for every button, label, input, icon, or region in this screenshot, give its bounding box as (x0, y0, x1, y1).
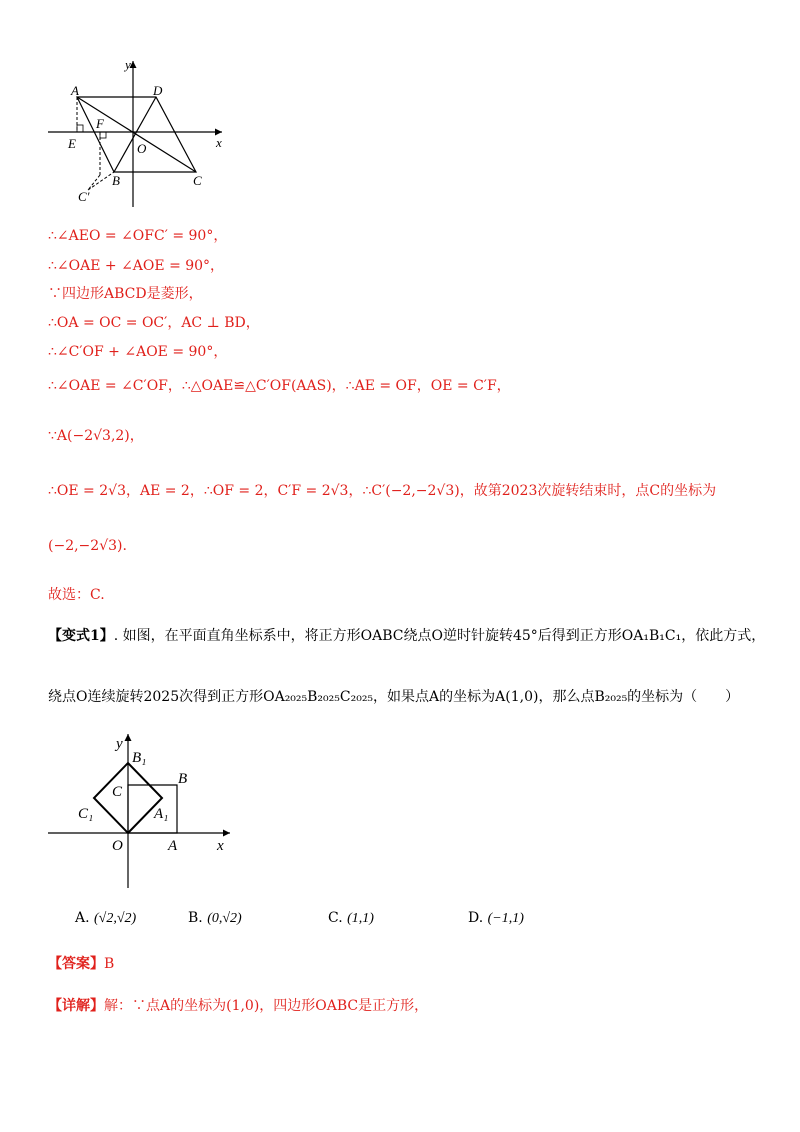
solution-line-8a: ∴OE = 2√3，AE = 2，∴OF = 2，C′F = 2√3，∴C′(−2,−2√3)， (48, 483, 474, 499)
solution-line-2: ∴∠OAE + ∠AOE = 90°， (48, 258, 225, 274)
label-o: O (137, 141, 147, 156)
solution-line-10: 故选：C. (48, 587, 105, 603)
figure-square-rotation (40, 730, 240, 895)
option-d-value: (−1,1) (487, 911, 524, 926)
option-d-letter: D. (468, 910, 484, 926)
question-line-1 (48, 626, 765, 646)
solution-line-9: (−2,−2√3). (48, 538, 127, 554)
option-b-letter: B. (188, 910, 203, 926)
question-tag: 【变式1】 (48, 628, 114, 644)
question-line-2: 绕点O连续旋转2025次得到正方形OA₂₀₂₅B₂₀₂₅C₂₀₂₅，如果点A的坐标为A(1,0)，那么点B₂₀₂₅的坐标为（ ） (48, 689, 740, 705)
option-a[interactable] (75, 910, 136, 927)
answer-value: B (104, 956, 115, 972)
solution-line-1: ∴∠AEO = ∠OFC′ = 90°， (48, 228, 228, 244)
answer-line (48, 954, 114, 974)
option-b[interactable] (188, 910, 242, 927)
figure-rhombus (40, 55, 240, 215)
label-y2: y (116, 736, 123, 752)
option-c[interactable] (328, 910, 374, 927)
detail-tag: 【详解】 (48, 998, 104, 1014)
detail-text: 解：∵点A的坐标为(1,0)，四边形OABC是正方形， (104, 998, 429, 1014)
label-e: E (68, 136, 76, 151)
detail-line (48, 996, 428, 1016)
solution-line-4: ∴OA = OC = OC′，AC ⊥ BD， (48, 315, 260, 331)
option-d[interactable] (468, 910, 524, 927)
label-c: C (193, 173, 202, 188)
label-y: y (125, 57, 131, 72)
label-a1: A₁ (154, 806, 169, 822)
option-c-letter: C. (328, 910, 343, 926)
question-text-1: . 如图，在平面直角坐标系中，将正方形OABC绕点O逆时针旋转45°后得到正方形OA₁B₁C₁，依此方式， (113, 628, 766, 644)
option-c-value: (1,1) (347, 911, 374, 926)
solution-line-8 (48, 481, 716, 501)
solution-line-8b: 故第2023次旋转结束时，点C的坐标为 (473, 483, 717, 499)
label-c-prime: C′ (78, 189, 90, 204)
label-d: D (153, 83, 163, 98)
answer-tag: 【答案】 (48, 956, 104, 972)
solution-line-6: ∴∠OAE = ∠C′OF，∴△OAE≌△C′OF(AAS)，∴AE = OF，OE = C′F， (48, 378, 511, 394)
label-f: F (96, 116, 104, 131)
label-c1: C₁ (78, 806, 94, 822)
label-b1: B₁ (132, 750, 147, 766)
label-a2: A (168, 838, 178, 854)
label-x2: x (217, 838, 224, 854)
solution-line-3: ∵四边形ABCD是菱形， (48, 286, 203, 302)
option-a-letter: A. (75, 910, 90, 926)
label-b2: B (178, 771, 188, 787)
label-b: B (112, 173, 120, 188)
solution-line-7: ∵A(−2√3,2)， (48, 428, 144, 444)
option-a-value: (√2,√2) (94, 911, 137, 926)
solution-line-5: ∴∠C′OF + ∠AOE = 90°， (48, 344, 228, 360)
label-c2: C (112, 784, 123, 800)
option-b-value: (0,√2) (207, 911, 242, 926)
label-a: A (71, 83, 79, 98)
label-x: x (216, 135, 222, 150)
label-o2: O (112, 838, 123, 854)
